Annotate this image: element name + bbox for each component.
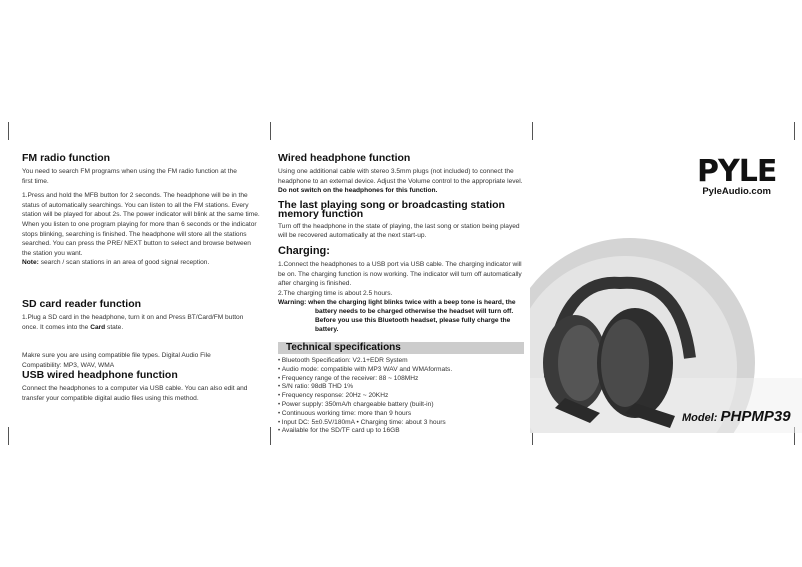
logo-site: PyleAudio.com — [702, 186, 771, 197]
specs-title: Technical specifications — [278, 342, 524, 354]
spec-item: • S/N ratio: 98dB THD 1% — [278, 383, 523, 392]
note-label: Note: — [22, 259, 39, 267]
sd-text-a: 1.Plug a SD card in the headphone, turn it on and Press BT/Card/FM button once. It comes into the — [22, 313, 244, 331]
spec-item: • Bluetooth Specification: V2.1+EDR System — [278, 357, 523, 366]
charging-title: Charging: — [278, 244, 330, 257]
spec-item: • Available for the SD/TF card up to 16GB — [278, 427, 523, 436]
spec-item: • Continuous working time: more than 9 hours — [278, 410, 523, 419]
specs-list — [278, 357, 523, 436]
model-label — [682, 408, 791, 425]
crop-mark — [270, 122, 271, 140]
note-text: search / scan stations in an area of good signal reception. — [38, 259, 210, 267]
crop-mark — [794, 122, 795, 140]
sd-compat: Makre sure you are using compatible file types. Digital Audio File Compatibility: MP3, WAV, WMA — [22, 352, 211, 369]
fm-note — [22, 258, 260, 268]
model-prefix: Model: — [682, 412, 718, 424]
spec-item: • Frequency range of the receiver: 88 ~ 108MHz — [278, 375, 523, 384]
wired-text — [278, 167, 523, 196]
sd-text-b: state. — [105, 323, 124, 331]
spec-item: • Input DC: 5±0.5V/180mA • Charging time: about 3 hours — [278, 419, 523, 428]
charging-step2: 2.The charging time is about 2.5 hours. — [278, 289, 393, 297]
left-column — [22, 153, 260, 409]
fm-title: FM radio function — [22, 152, 111, 164]
logo-wordmark: PYLE — [697, 154, 777, 189]
charging-step1: 1.Connect the headphones to a USB port via USB cable. The charging indicator will be on. The charging function is now working. The indicator will turn off automatically after charging is finished. — [278, 260, 522, 288]
usb-title: USB wired headphone function — [22, 369, 178, 382]
wired-text-body: Using one additional cable with stereo 3.5mm plugs (not included) to connect the headphone to an external device. Adjust the Volume control to the appropriate level. — [278, 168, 523, 185]
spec-item: • Frequency response: 20Hz ~ 20KHz — [278, 392, 523, 401]
crop-mark — [8, 122, 9, 140]
spec-item: • Power supply: 350mA/h chargeable battery (built-in) — [278, 401, 523, 410]
fm-step1: 1.Press and hold the MFB button for 2 seconds. The headphone will be in the status of automatically searchings. You can listen to all the FM stations. Every station will be played for about 2s. The power indicator will blink at the same time. When you listen to one program playing for more than 6 seconds or the indicator stops blinking, searching is finished. The headphone will store all the stations searched. You can press the PRE/ NEXT button to select and browse between the station you want. — [22, 192, 260, 257]
usb-text: Connect the headphones to a computer via USB cable. You can also edit and transfer your compatible digital audio files using this method. — [22, 385, 248, 402]
spec-item: • Audio mode: compatible with MP3 WAV and WMAformats. — [278, 366, 523, 375]
pyle-logo — [697, 154, 777, 197]
fm-intro: You need to search FM programs when using the FM radio function at the first time. — [22, 168, 237, 185]
memory-title: The last playing song or broadcasting station memory function — [278, 198, 505, 220]
model-number: PHPMP39 — [720, 408, 791, 425]
sd-text — [22, 313, 260, 332]
middle-column — [278, 153, 523, 436]
sd-text-bold: Card — [90, 323, 106, 331]
headphone-photo — [530, 238, 802, 433]
crop-mark — [532, 122, 533, 140]
wired-title: Wired headphone function — [278, 152, 411, 164]
crop-mark — [8, 427, 9, 445]
charging-warning: Warning: when the charging light blinks twice with a beep tone is heard, the battery needs to be charged otherwise the headset will turn off. Before you use this Bluetooth headset, please fully charge the battery. — [278, 299, 516, 334]
crop-mark — [270, 427, 271, 445]
wired-text-bold: Do not switch on the headphones for this function. — [278, 187, 438, 195]
memory-text: Turn off the headphone in the state of playing, the last song or station being played will be recovered automatically at the next start-up. — [278, 222, 520, 240]
sd-title: SD card reader function — [22, 297, 142, 310]
